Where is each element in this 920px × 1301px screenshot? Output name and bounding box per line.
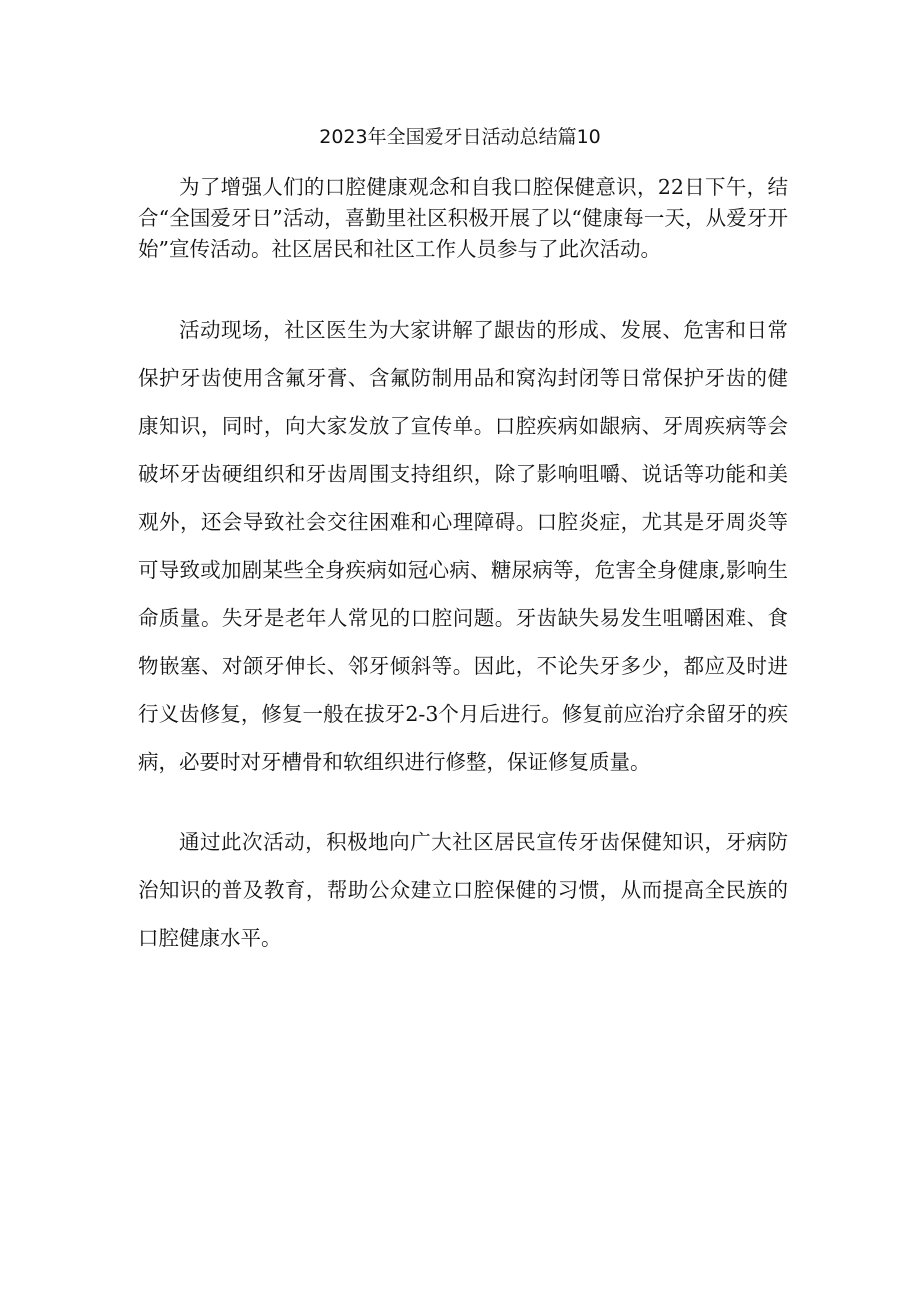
paragraph-conclusion: 通过此次活动，积极地向广大社区居民宣传牙齿保健知识，牙病防治知识的普及教育，帮助公众建立口腔保健的习惯，从而提高全民族的口腔健康水平。 bbox=[138, 830, 788, 950]
paragraph-intro: 为了增强人们的口腔健康观念和自我口腔保健意识，22日下午，结合“全国爱牙日”活动，喜勤里社区积极开展了以“健康每一天，从爱牙开始”宣传活动。社区居民和社区工作人员参与了此次活动。 bbox=[138, 175, 788, 261]
document-title: 2023年全国爱牙日活动总结篇10 bbox=[319, 126, 601, 148]
paragraph-activity: 活动现场，社区医生为大家讲解了龈齿的形成、发展、危害和日常保护牙齿使用含氟牙膏、含氟防制用品和窝沟封闭等日常保护牙齿的健康知识，同时，向大家发放了宣传单。口腔疾病如龈病、牙周疾病等会破坏牙齿硬组织和牙齿周围支持组织，除了影响咀嚼、说话等功能和美观外，还会导致社会交往困难和心理障碍。口腔炎症，尤其是牙周炎等可导致或加剧某些全身疾病如冠心病、糖尿病等，危害全身健康,影响生命质量。失牙是老年人常见的口腔问题。牙齿缺失易发生咀嚼困难、食物嵌塞、对颌牙伸长、邻牙倾斜等。因此，不论失牙多少，都应及时进行义齿修复，修复一般在拔牙2-3个月后进行。修复前应治疗余留牙的疾病，必要时对牙槽骨和软组织进行修整，保证修复质量。 bbox=[138, 318, 788, 774]
